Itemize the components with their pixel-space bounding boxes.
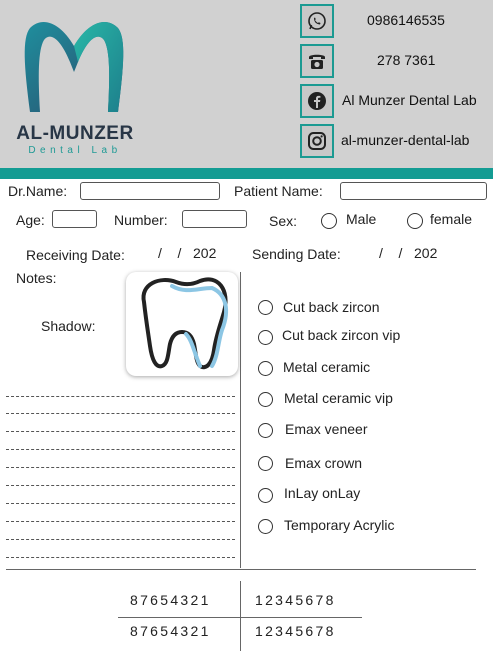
male-radio[interactable] <box>321 213 337 229</box>
option-radio[interactable] <box>258 330 273 345</box>
instagram-icon <box>300 124 334 158</box>
sending-date-field[interactable]: / / 202 <box>379 245 438 261</box>
receiving-date-label: Receiving Date: <box>26 247 125 263</box>
logo-m-icon <box>22 16 126 116</box>
whatsapp-icon <box>300 4 334 38</box>
notes-line <box>6 521 235 522</box>
number-field[interactable] <box>182 210 247 228</box>
option-label: InLay onLay <box>284 485 361 501</box>
option-radio[interactable] <box>258 456 273 471</box>
teeth-upper-left[interactable]: 87654321 <box>130 592 211 608</box>
patient-name-field[interactable] <box>340 182 487 200</box>
notes-line <box>6 467 235 468</box>
notes-line <box>6 449 235 450</box>
option-label: Temporary Acrylic <box>284 517 395 533</box>
option-label: Metal ceramic <box>283 359 371 375</box>
section-divider <box>6 569 476 570</box>
notes-line <box>6 413 235 414</box>
notes-line <box>6 503 235 504</box>
contact-text: 278 7361 <box>377 52 436 68</box>
brand-subtitle: Dental Lab <box>28 145 122 156</box>
teeth-lower-right[interactable]: 12345678 <box>255 623 336 639</box>
teeth-lower-left[interactable]: 87654321 <box>130 623 211 639</box>
header-accent-bar <box>0 168 493 179</box>
receiving-date-field[interactable]: / / 202 <box>158 245 217 261</box>
option-radio[interactable] <box>258 361 273 376</box>
contact-text: 0986146535 <box>367 12 445 28</box>
option-radio[interactable] <box>258 423 273 438</box>
option-label: Metal ceramic vip <box>284 390 393 406</box>
patient-name-label: Patient Name: <box>234 183 323 199</box>
option-label: Emax crown <box>285 455 363 471</box>
contact-text: al-munzer-dental-lab <box>341 132 470 148</box>
notes-label: Notes: <box>16 270 57 286</box>
notes-line <box>6 485 235 486</box>
contact-text: Al Munzer Dental Lab <box>342 92 477 108</box>
number-label: Number: <box>114 212 168 228</box>
sex-label: Sex: <box>269 213 298 229</box>
dr-name-field[interactable] <box>80 182 220 200</box>
option-label: Cut back zircon vip <box>282 327 401 343</box>
teeth-upper-right[interactable]: 12345678 <box>255 592 336 608</box>
female-radio[interactable] <box>407 213 423 229</box>
option-radio[interactable] <box>258 488 273 503</box>
option-radio[interactable] <box>258 392 273 407</box>
teeth-chart-vertical-axis <box>240 581 241 651</box>
facebook-icon <box>300 84 334 118</box>
male-label: Male <box>346 211 377 227</box>
option-radio[interactable] <box>258 519 273 534</box>
brand-name: AL-MUNZER <box>16 123 134 144</box>
brand-logo <box>14 14 136 159</box>
sending-date-label: Sending Date: <box>252 246 341 262</box>
teeth-chart-horizontal-axis <box>118 617 362 618</box>
shadow-label: Shadow: <box>41 318 96 334</box>
notes-line <box>6 557 235 558</box>
notes-line <box>6 396 235 397</box>
notes-divider <box>240 272 241 568</box>
notes-line <box>6 431 235 432</box>
notes-line <box>6 539 235 540</box>
option-radio[interactable] <box>258 300 273 315</box>
telephone-icon <box>300 44 334 78</box>
option-label: Emax veneer <box>285 421 368 437</box>
age-field[interactable] <box>52 210 97 228</box>
age-label: Age: <box>16 212 45 228</box>
option-label: Cut back zircon <box>283 299 380 315</box>
dr-name-label: Dr.Name: <box>8 183 68 199</box>
tooth-icon <box>126 272 238 376</box>
female-label: female <box>430 211 473 227</box>
